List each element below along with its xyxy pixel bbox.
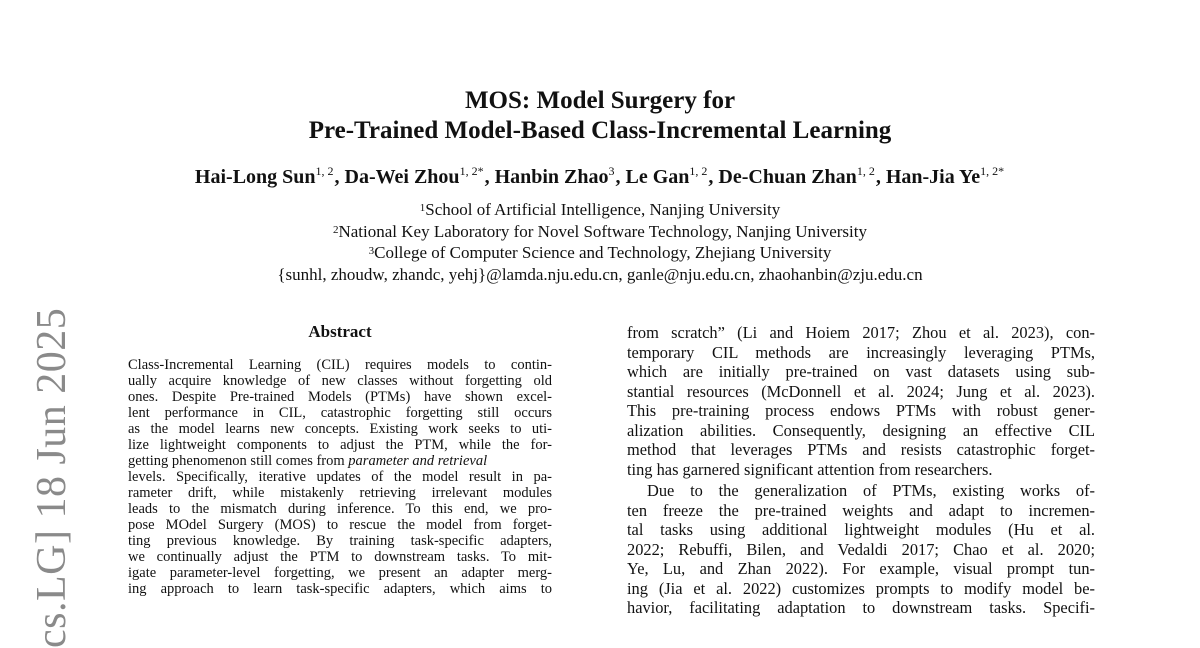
author-affiliation-mark: 1, 2* bbox=[459, 164, 484, 178]
body-line: 2022; Rebuffi, Bilen, and Vedaldi 2017; Chao et al. 2020; bbox=[627, 540, 1095, 559]
abstract-line: levels. Specifically, iterative updates of the model result in pa- bbox=[128, 469, 552, 485]
paper-title-line-1: MOS: Model Surgery for bbox=[464, 87, 736, 114]
abstract-heading: Abstract bbox=[308, 322, 372, 341]
author-affiliation-mark: 1, 2 bbox=[315, 164, 334, 178]
affiliation-3 bbox=[0, 243, 1200, 263]
abstract-line bbox=[128, 454, 552, 470]
abstract-italic-phrase: parameter and retrieval bbox=[348, 453, 488, 469]
affiliation-text: School of Artificial Intelligence, Nanjing University bbox=[425, 200, 781, 219]
abstract-line: ting previous knowledge. By training task-specific adapters, bbox=[128, 533, 552, 549]
abstract-line: as the model learns new concepts. Existing work seeks to uti- bbox=[128, 421, 552, 437]
paper-title-line-2: Pre-Trained Model-Based Class-Incremental Learning bbox=[308, 117, 892, 144]
abstract-line: igate parameter-level forgetting, we present an adapter merg- bbox=[128, 565, 552, 581]
author-name: De-Chuan Zhan bbox=[718, 166, 857, 188]
abstract-line: rameter drift, while mistakenly retrieving irrelevant modules bbox=[128, 485, 552, 501]
author-name: Le Gan bbox=[625, 166, 690, 188]
body-line: which are initially pre-trained on vast datasets using sub- bbox=[627, 362, 1095, 381]
affiliation-text: College of Computer Science and Technology, Zhejiang University bbox=[374, 243, 832, 262]
affiliation-text: National Key Laboratory for Novel Software Technology, Nanjing University bbox=[338, 222, 867, 241]
affiliation-mark: 1 bbox=[419, 202, 426, 214]
author-name: Hai-Long Sun bbox=[194, 166, 316, 188]
body-line: tal tasks using additional lightweight modules (Hu et al. bbox=[627, 520, 1095, 539]
abstract-line: pose MOdel Surgery (MOS) to rescue the model from forget- bbox=[128, 517, 552, 533]
affiliation-mark: 2 bbox=[332, 224, 339, 236]
body-line: Ye, Lu, and Zhan 2022). For example, visual prompt tun- bbox=[627, 559, 1095, 578]
abstract-line: ing approach to learn task-specific adapters, which aims to bbox=[128, 581, 552, 597]
author-name: Han-Jia Ye bbox=[885, 166, 981, 188]
abstract-line: ually acquire knowledge of new classes without forgetting old bbox=[128, 373, 552, 389]
body-line: ting has garnered significant attention from researchers. bbox=[627, 460, 993, 479]
abstract-line: lize lightweight components to adjust the PTM, while the for- bbox=[128, 437, 552, 453]
author-affiliation-mark: 1, 2 bbox=[689, 164, 708, 178]
abstract-line: leads to the mismatch during inference. To this end, we pro- bbox=[128, 501, 552, 517]
body-line: ten freeze the pre-trained weights and adapt to incremen- bbox=[627, 501, 1095, 520]
affiliation-mark: 3 bbox=[368, 245, 375, 257]
abstract-line: Class-Incremental Learning (CIL) requires models to contin- bbox=[128, 357, 552, 373]
body-line: havior, facilitating adaptation to downstream tasks. Specifi- bbox=[627, 598, 1095, 617]
author-affiliation-mark: 3 bbox=[608, 164, 615, 178]
body-line: This pre-training process endows PTMs with robust gener- bbox=[627, 401, 1095, 420]
body-line: method that leverages PTMs and resists catastrophic forget- bbox=[627, 440, 1095, 459]
abstract-line: lent performance in CIL, catastrophic forgetting still occurs bbox=[128, 405, 552, 421]
abstract-line: ones. Despite Pre-trained Models (PTMs) have shown excel- bbox=[128, 389, 552, 405]
author-affiliation-mark: 1, 2 bbox=[856, 164, 875, 178]
author-name: Da-Wei Zhou bbox=[344, 166, 460, 188]
affiliation-1 bbox=[0, 200, 1200, 220]
body-line: from scratch” (Li and Hoiem 2017; Zhou et al. 2023), con- bbox=[627, 323, 1095, 342]
author-emails: {sunhl, zhoudw, zhandc, yehj}@lamda.nju.edu.cn, ganle@nju.edu.cn, zhaohanbin@zju.edu.cn bbox=[277, 265, 923, 284]
body-line: alization abilities. Consequently, designing an effective CIL bbox=[627, 421, 1095, 440]
body-line: Due to the generalization of PTMs, existing works of- bbox=[647, 481, 1095, 500]
arxiv-identifier-stamp: cs.LG] 18 Jun 2025 bbox=[29, 307, 75, 648]
author-list: Hai-Long Sun$^{1, 2}$, Da-Wei Zhou$^{1, 2*}$, Hanbin Zhao$^3$, Le Gan$^{1, 2}$, De-Chuan Zhan$^{1, 2}$, Han-Jia $Ye^{1, 2*}$ bbox=[194, 164, 1005, 188]
body-line: stantial resources (McDonnell et al. 2024; Jung et al. 2023). bbox=[627, 382, 1095, 401]
abstract-line-text: getting phenomenon still comes from bbox=[128, 453, 345, 469]
author-name: Hanbin Zhao bbox=[494, 166, 609, 188]
affiliation-2 bbox=[0, 222, 1200, 242]
body-line: ing (Jia et al. 2022) customizes prompts to modify model be- bbox=[627, 579, 1095, 598]
author-affiliation-mark: 1, 2* bbox=[980, 164, 1005, 178]
abstract-line: we continually adjust the PTM to downstream tasks. To mit- bbox=[128, 549, 552, 565]
body-line: temporary CIL methods are increasingly leveraging PTMs, bbox=[627, 343, 1095, 362]
